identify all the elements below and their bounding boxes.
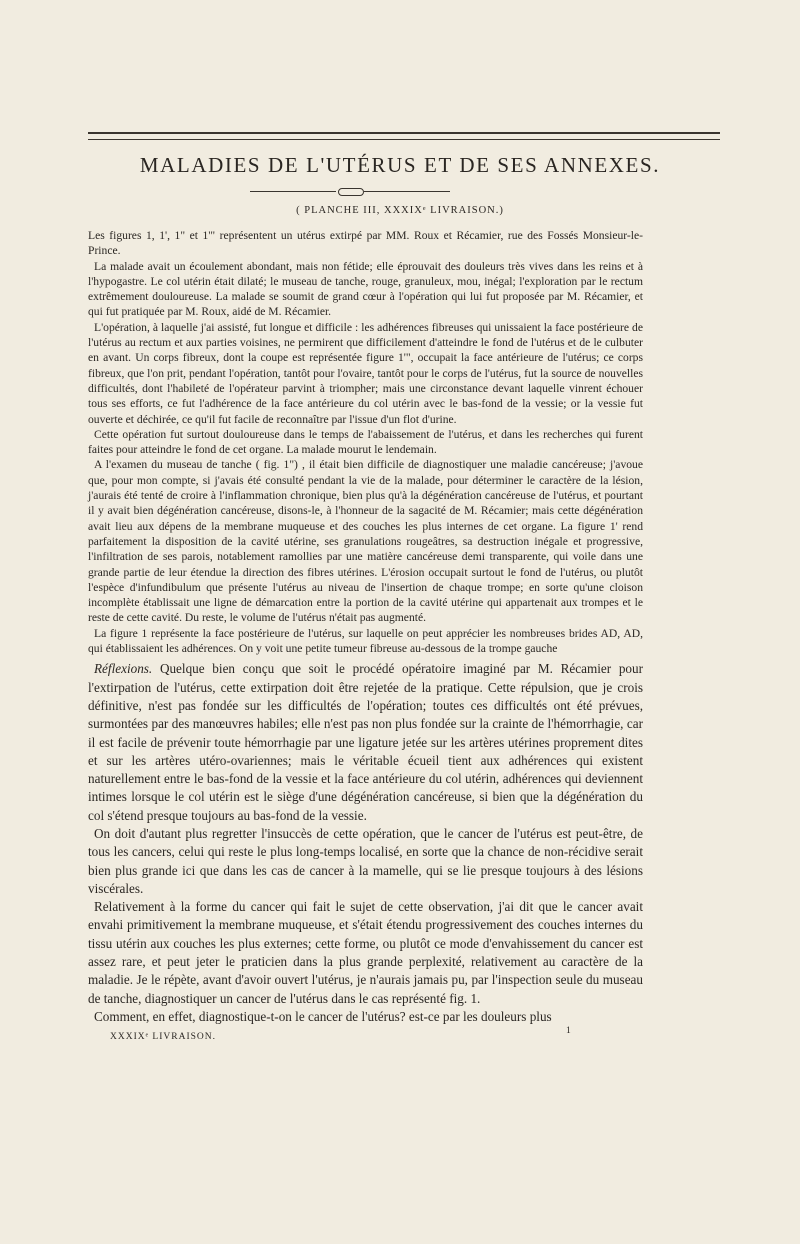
paragraph-text: Quelque bien conçu que soit le procédé opératoire imaginé par M. Récamier pour l'extirpation de l'utérus, cette extirpation doit être rejetée de la pratique. Cette répulsion, que je crois définitive, n'est pas fondée sur les difficultés de l'opération; toutes ces difficultés ont été prévues, surmontées par des manœuvres habiles; elle n'est pas non plus fondée sur la crainte de l'hémorrhagie, car il est facile de prévenir toute hémorrhagie par une ligature jetée sur les artères utérines proprement dites et sur les artères utéro-ovariennes; mais le véritable écueil tient aux adhérences qui existent naturellement entre le bas-fond de la vessie et la face antérieure du col utérin, adhérences qui deviennent intimes lorsque le col utérin est le siège d'une dégénération cancéreuse, si bien que la dégénération du col s'étend presque toujours au bas-fond de la vessie. [88,661,644,823]
paragraph: Les figures 1, 1', 1" et 1'" représentent un utérus extirpé par MM. Roux et Récamier, rue des Fossés Monsieur-le-Prince. [88,229,643,258]
paragraph: Cette opération fut surtout douloureuse dans le temps de l'abaissement de l'utérus, et dans les recherches qui furent faites pour atteindre le fond de cet organe. La malade mourut le lendemain. [88,427,643,457]
reflexions-label: Réflexions. [94,661,153,677]
reflexions-section [88,660,643,1026]
paragraph: Comment, en effet, diagnostique-t-on le cancer de l'utérus? est-ce par les douleurs plus [94,1008,552,1024]
plate-subtitle: ( PLANCHE III, XXXIXᵉ LIVRAISON.) [296,205,504,216]
page-title: MALADIES DE L'UTÉRUS ET DE SES ANNEXES. [139,153,661,177]
title-ornament [250,188,450,196]
top-double-rule [88,132,720,140]
paragraph [88,660,643,825]
paragraph: La figure 1 représente la face postérieure de l'utérus, sur laquelle on peut apprécier les nombreuses brides AD, AD, qui établissaient les adhérences. On y voit une petite tumeur fibreuse au-dessous de la trompe gauche [88,626,643,656]
article-body [88,228,643,1026]
livraison-footer: XXXIXᵉ LIVRAISON. [110,1032,216,1042]
page-number: 1 [566,1026,571,1036]
paragraph: L'opération, à laquelle j'ai assisté, fut longue et difficile : les adhérences fibreuses qui unissaient la face postérieure de l'utérus au rectum et aux parties voisines, ne permirent que difficilement d'atteindre le fond de l'utérus et de le culbuter en avant. Un corps fibreux, dont la coupe est représentée figure 1'", occupait la face antérieure de l'utérus; ce corps fibreux, que l'on prit, pendant l'opération, tantôt pour l'ovaire, tantôt pour le corps de l'utérus, fut la source de nouvelles difficultés, dont l'habileté de l'opérateur parvint à triompher; mais une circonstance devant laquelle vinrent échouer tous ses efforts, ce fut l'adhérence de la face antérieure du col utérin avec le bas-fond de la vessie; or la vessie fut ouverte et déchirée, ce qu'il fut facile de reconnaître par l'issue d'un flot d'urine. [88,320,643,426]
paragraph: La malade avait un écoulement abondant, mais non fétide; elle éprouvait des douleurs très vives dans les reins et à l'hypogastre. Le col utérin était dilaté; le museau de tanche, rouge, granuleux, mou, inégal; l'exploration par le rectum extrêmement douloureuse. La malade se soumit de grand cœur à l'opération qui lui fut proposée par M. Récamier, et qui fut pratiquée par M. Roux, aidé de M. Récamier. [88,259,643,319]
paragraph: A l'examen du museau de tanche ( fig. 1") , il était bien difficile de diagnostiquer une maladie cancéreuse; j'avoue que, pour mon compte, si j'avais été consulté pendant la vie de la malade, pour déterminer le caractère de la lésion, j'aurais été tenté de croire à l'inflammation chronique, bien plus qu'à la dégénération cancéreuse de l'utérus, et pourtant il y avait bien dégénération cancéreuse, disons-le, à l'honneur de la sagacité de M. Récamier; mais cette dégénération avait lieu aux dépens de la membrane muqueuse et des couches les plus internes de cet organe. La figure 1' rend parfaitement la disposition de la cavité utérine, ses granulations rougeâtres, sa destruction inégale et progressive, l'infiltration de ses parois, notablement ramollies par une matière cancéreuse demi transparente, qui voile dans une grande partie de leur étendue la direction des fibres utérines. L'érosion occupait surtout le fond de l'utérus, ou plutôt l'espèce d'infundibulum que présente l'utérus au niveau de l'insertion de chaque trompe; en sorte qu'une cloison incomplète établissait une ligne de démarcation entre la portion de la cavité utérine qui appartenait aux trompes et le reste de cette cavité. Du reste, le volume de l'utérus n'était pas augmenté. [88,458,643,625]
paragraph: Relativement à la forme du cancer qui fait le sujet de cette observation, j'ai dit que le cancer avait envahi primitivement la membrane muqueuse, et s'était étendu progressivement des couches internes du tissu utérin aux couches les plus externes; cette forme, ou plutôt ce mode d'envahissement du cancer est assez rare, et peut jeter le praticien dans la plus grande perplexité, relativement au caractère de la maladie. Je le répète, avant d'avoir ouvert l'utérus, je n'aurais jamais pu, par l'inspection seule du museau de tanche, diagnostiquer un cancer de l'utérus dans le cas représenté fig. 1. [88,899,643,1006]
case-description [88,228,643,656]
paragraph: On doit d'autant plus regretter l'insuccès de cette opération, que le cancer de l'utérus est peut-être, de tous les cancers, celui qui reste le plus long-temps localisé, en sorte que la chance de non-récidive serait bien plus grande ici que dans les cas de cancer à la mamelle, qui se lie presque toujours à des lésions viscérales. [88,825,643,896]
